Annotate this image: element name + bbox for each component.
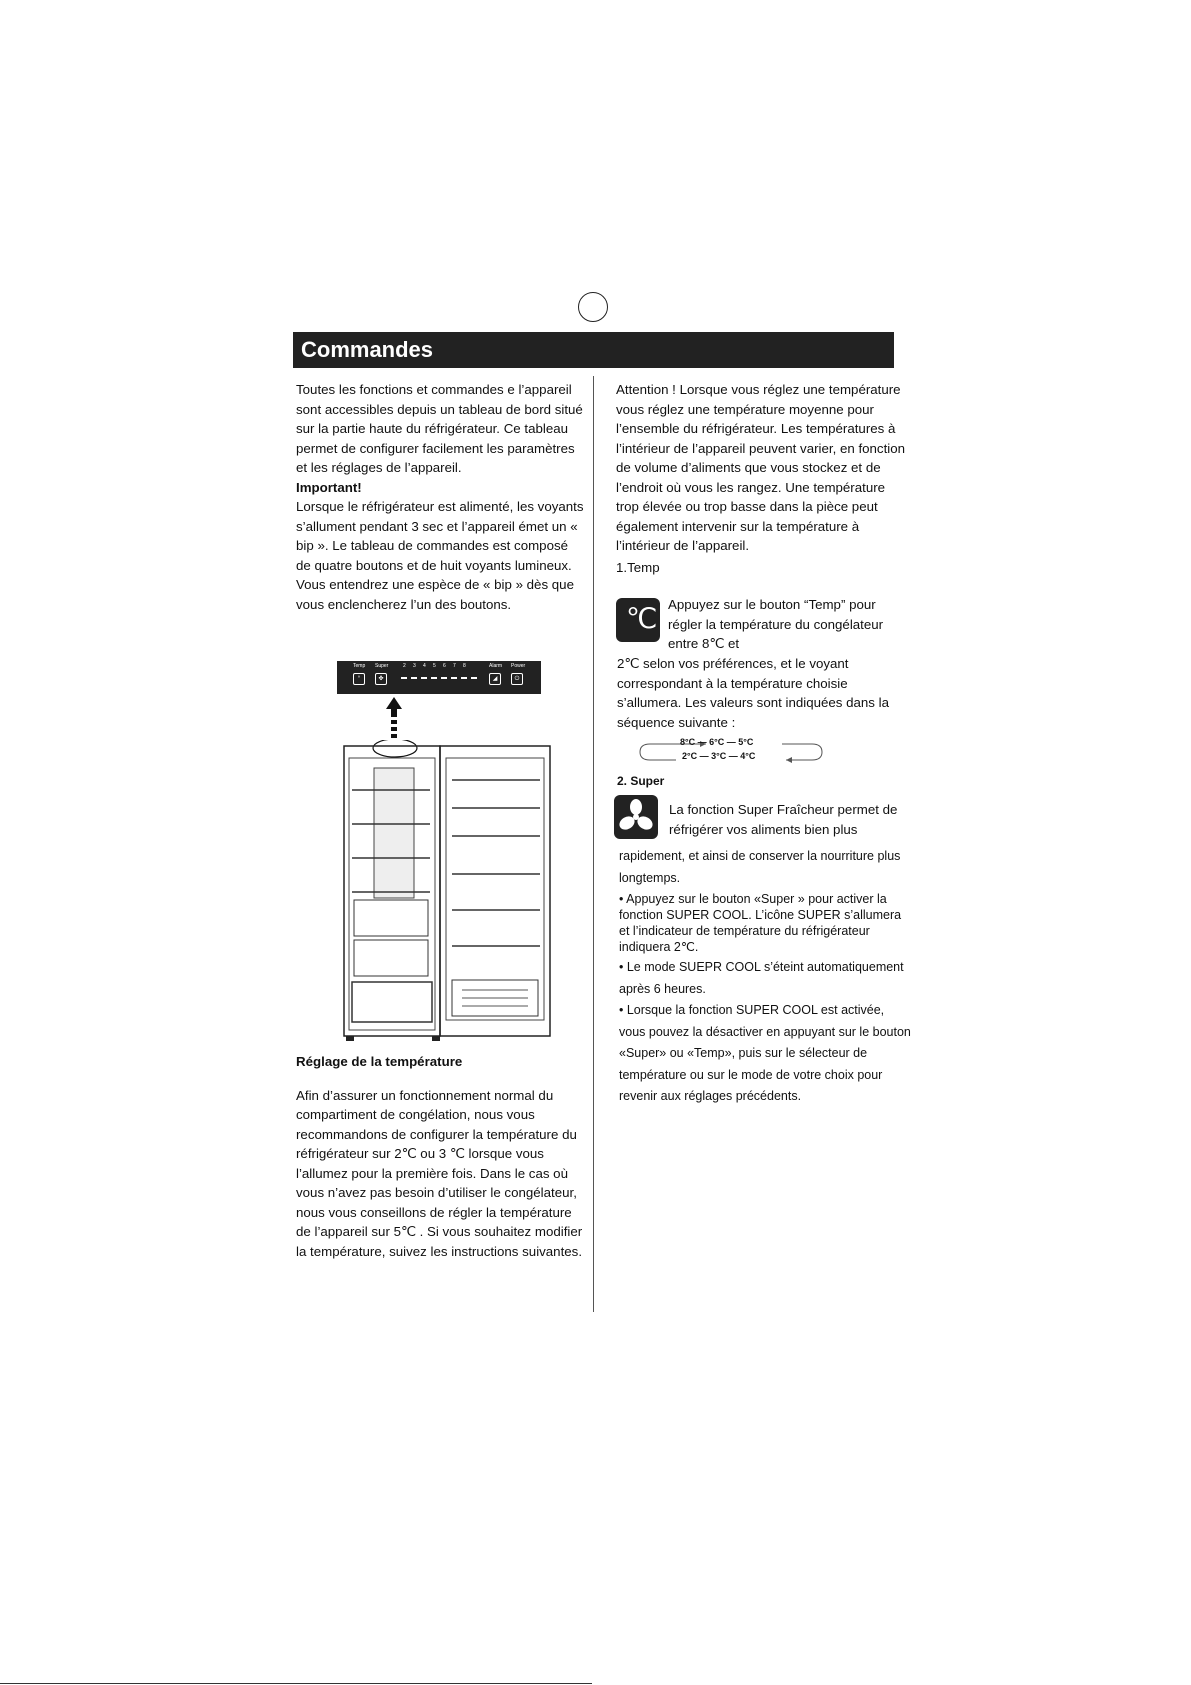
important-paragraph: Lorsque le réfrigérateur est alimenté, les voyants s’allument pendant 3 sec et l’appareil émet un « bip ». Le tableau de commandes est composé de quatre boutons et de huit voyants lumineux. Vous entendrez une espèce de « bip » dès que vous enclencherez l’un des boutons. bbox=[296, 499, 584, 612]
panel-indicator-dash bbox=[411, 677, 417, 679]
super-text-continued: rapidement, et ainsi de conserver la nourriture plus longtemps. bbox=[619, 849, 901, 885]
bottom-rule bbox=[0, 1683, 592, 1684]
panel-indicator-dash bbox=[431, 677, 437, 679]
super-bullet-1: • Appuyez sur le bouton «Super » pour activer la fonction SUPER COOL. L’icône SUPER s’allumera et l’indicateur de température du réfrigérateur indiquera 2℃. bbox=[619, 892, 902, 954]
left-column-lower bbox=[296, 1052, 584, 1261]
sequence-bottom-row: 2°C — 3°C — 4°C bbox=[682, 751, 756, 761]
section-header bbox=[293, 332, 894, 368]
panel-digit: 4 bbox=[423, 663, 426, 669]
panel-indicator-dash bbox=[441, 677, 447, 679]
panel-label-power: Power bbox=[511, 663, 526, 669]
panel-digit: 8 bbox=[463, 663, 466, 669]
panel-digit: 2 bbox=[403, 663, 406, 669]
column-divider bbox=[593, 376, 594, 1312]
refrigerator-illustration bbox=[340, 740, 556, 1045]
temperature-paragraph: Afin d’assurer un fonctionnement normal du compartiment de congélation, nous vous recommandons de configurer la température du réfrigérateur sur 2℃ ou 3 ℃ lorsque vous l’allumez pour la première fois. Dans le cas où vous n’avez pas besoin d’utiliser le congélateur, nous vous conseillons de régler la température de l’appareil sur 5℃ . Si vous souhaitez modifier la température, suivez les instructions suivantes. bbox=[296, 1087, 583, 1259]
panel-indicator-dash bbox=[451, 677, 457, 679]
panel-indicator-dash bbox=[421, 677, 427, 679]
panel-label-super: Super bbox=[375, 663, 389, 669]
panel-indicator-dash bbox=[461, 677, 467, 679]
sequence-top-row: 8°C — 6°C — 5°C bbox=[680, 737, 754, 747]
super-details bbox=[619, 846, 911, 1108]
panel-digit: 3 bbox=[413, 663, 416, 669]
page-number-circle bbox=[578, 292, 608, 322]
panel-digit: 5 bbox=[433, 663, 436, 669]
attention-paragraph: Attention ! Lorsque vous réglez une température vous réglez une température moyenne pour l’ensemble du réfrigérateur. Les températures à l’intérieur de l’appareil peuvent varier, en fonction de volume d’aliments que vous stockez et de l’endroit où vous les rangez. Une température trop élevée ou trop basse dans la pièce peut également intervenir sur la température à l’intérieur de l’appareil. bbox=[616, 382, 906, 553]
intro-paragraph: Toutes les fonctions et commandes e l’appareil sont accessibles depuis un tableau de bord situé sur la partie haute du réfrigérateur. Ce tableau permet de configurer facilement les paramètres et les réglages de l’appareil. bbox=[296, 382, 583, 475]
panel-indicator-dash bbox=[401, 677, 407, 679]
panel-digit: 7 bbox=[453, 663, 456, 669]
super-bullet-2: • Le mode SUEPR COOL s’éteint automatiquement après 6 heures. bbox=[619, 960, 904, 996]
important-label: Important! bbox=[296, 479, 362, 495]
control-panel-illustration bbox=[337, 661, 541, 694]
super-button-icon: ✤ bbox=[375, 673, 387, 685]
celsius-icon: ℃ bbox=[616, 598, 660, 642]
section-title: Commandes bbox=[301, 337, 434, 362]
temperature-heading: Réglage de la température bbox=[296, 1054, 463, 1069]
left-column bbox=[296, 380, 584, 614]
super-text-indented: La fonction Super Fraîcheur permet de réfrigérer vos aliments bien plus bbox=[669, 802, 898, 837]
temp-text-continued: 2℃ selon vos préférences, et le voyant correspondant à la température choisie s’allumera. Les valeurs sont indiquées dans la séquence suivante : bbox=[617, 656, 890, 730]
right-column bbox=[616, 380, 906, 577]
super-bullet-3: • Lorsque la fonction SUPER COOL est activée, vous pouvez la désactiver en appuyant sur le bouton «Super» ou «Temp», puis sur le sélecteur de température ou sur le mode de votre choix pour revenir aux réglages précédents. bbox=[619, 1003, 911, 1103]
temp-button-icon: ° bbox=[353, 673, 365, 685]
temp-section-label: 1.Temp bbox=[616, 559, 660, 575]
temp-text-indented: Appuyez sur le bouton “Temp” pour régler la température du congélateur entre 8℃ et bbox=[668, 597, 884, 651]
panel-label-alarm: Alarm bbox=[489, 663, 503, 669]
panel-indicator-dash bbox=[471, 677, 477, 679]
super-section-label: 2. Super bbox=[617, 774, 665, 788]
panel-digit: 6 bbox=[443, 663, 446, 669]
power-button-icon: ⏻ bbox=[511, 673, 523, 685]
up-arrow-icon bbox=[386, 697, 402, 739]
fan-icon bbox=[614, 795, 658, 839]
alarm-button-icon: ◢ bbox=[489, 673, 501, 685]
panel-label-temp: Temp bbox=[353, 663, 366, 669]
